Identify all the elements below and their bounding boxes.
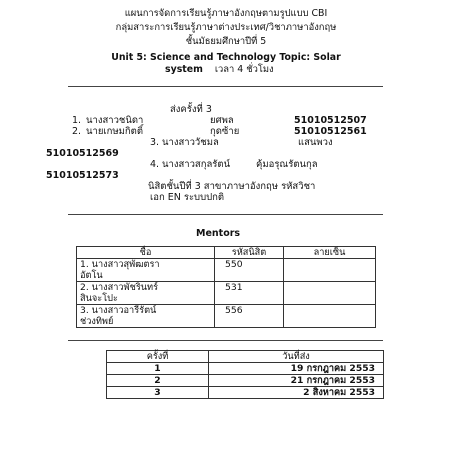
dates-row-3-date: 2 สิงหาคม 2553 [209, 387, 384, 399]
dates-row-2-no: 2 [107, 375, 209, 387]
dates-row-2-date: 21 กรกฎาคม 2553 [209, 375, 384, 387]
member-3-name: นางสาววัชมล [162, 137, 219, 148]
table-row [77, 305, 376, 328]
dates-row-1-no: 1 [107, 363, 209, 375]
member-2-id: 51010512561 [294, 126, 367, 137]
dates-row-1-date: 19 กรกฎาคม 2553 [209, 363, 384, 375]
mentor-1-surname: อัตโน [80, 270, 103, 281]
member-4-name: นางสาวสกุลรัตน์ [162, 159, 231, 170]
table-row [107, 363, 384, 375]
submission-title: ส่งครั้งที่ 3 [170, 104, 212, 115]
table-row [77, 259, 376, 282]
member-1-surname: ยศพล [210, 115, 234, 126]
mentors-header-signature: ลายเซ็น [284, 247, 376, 259]
divider-bottom [68, 340, 383, 341]
mentor-name-cell [77, 305, 215, 328]
header-title-line2: กลุ่มสาระการเรียนรู้ภาษาต่างประเทศ/วิชาภาษาอังกฤษ [115, 22, 337, 33]
header-topic-duration [165, 64, 274, 76]
header-duration: เวลา 4 ชั่วโมง [214, 64, 274, 75]
dates-row-3-no: 3 [107, 387, 209, 399]
member-3-id: 51010512569 [46, 148, 119, 159]
mentor-2-id: 531 [215, 282, 284, 305]
mentor-3-name: 3. นางสาวอารีรัตน์ [80, 305, 157, 316]
divider-top [68, 86, 383, 87]
dates-header-no: ครั้งที่ [107, 351, 209, 363]
member-1-id: 51010512507 [294, 115, 367, 126]
mentor-2-surname: สินจะโปะ [80, 293, 118, 304]
mentor-2-signature[interactable] [284, 282, 376, 305]
mentor-name-cell [77, 259, 215, 282]
member-2-surname: กุดซ้าย [210, 126, 240, 137]
member-4-no: 4. [150, 159, 160, 170]
mentor-name-cell [77, 282, 215, 305]
member-1-no: 1. [72, 115, 82, 126]
mentor-3-signature[interactable] [284, 305, 376, 328]
dates-header-row [107, 351, 384, 363]
header-unit: Unit 5: Science and Technology Topic: Solar [111, 52, 341, 63]
member-2-no: 2. [72, 126, 82, 137]
member-3-surname: แสนพวง [298, 137, 333, 148]
member-2-name: นายเกษมกิตติ์ [86, 126, 144, 137]
table-row [77, 282, 376, 305]
header-topic-end: system [165, 64, 203, 75]
program-line1: นิสิตชั้นปีที่ 3 สาขาภาษาอังกฤษ รหัสวิชา [148, 181, 316, 192]
mentor-1-signature[interactable] [284, 259, 376, 282]
dates-header-date: วันที่ส่ง [209, 351, 384, 363]
member-3-no: 3. [150, 137, 160, 148]
table-row [107, 387, 384, 399]
header-grade: ชั้นมัธยมศึกษาปีที่ 5 [185, 36, 267, 47]
mentors-header-id: รหัสนิสิต [215, 247, 284, 259]
mentor-3-surname: ช่วงทิพย์ [80, 316, 114, 327]
mentors-title: Mentors [196, 228, 241, 239]
mentors-header-row [77, 247, 376, 259]
table-row [107, 375, 384, 387]
member-4-id: 51010512573 [46, 170, 119, 181]
mentor-1-name: 1. นางสาวสุพัฒตรา [80, 259, 160, 270]
program-line2: เอก EN ระบบปกติ [150, 192, 225, 203]
submission-dates-table [106, 350, 384, 399]
mentors-header-name: ชื่อ [77, 247, 215, 259]
divider-middle [68, 214, 383, 215]
mentor-3-id: 556 [215, 305, 284, 328]
member-4-surname: คุ้มอรุณรัตนกุล [256, 159, 318, 170]
mentor-1-id: 550 [215, 259, 284, 282]
mentors-table [76, 246, 376, 328]
header-title-line1: แผนการจัดการเรียนรู้ภาษาอังกฤษตามรูปแบบ CBI [124, 8, 328, 19]
mentor-2-name: 2. นางสาวพัชรินทร์ [80, 282, 159, 293]
member-1-name: นางสาวชนิดา [86, 115, 144, 126]
